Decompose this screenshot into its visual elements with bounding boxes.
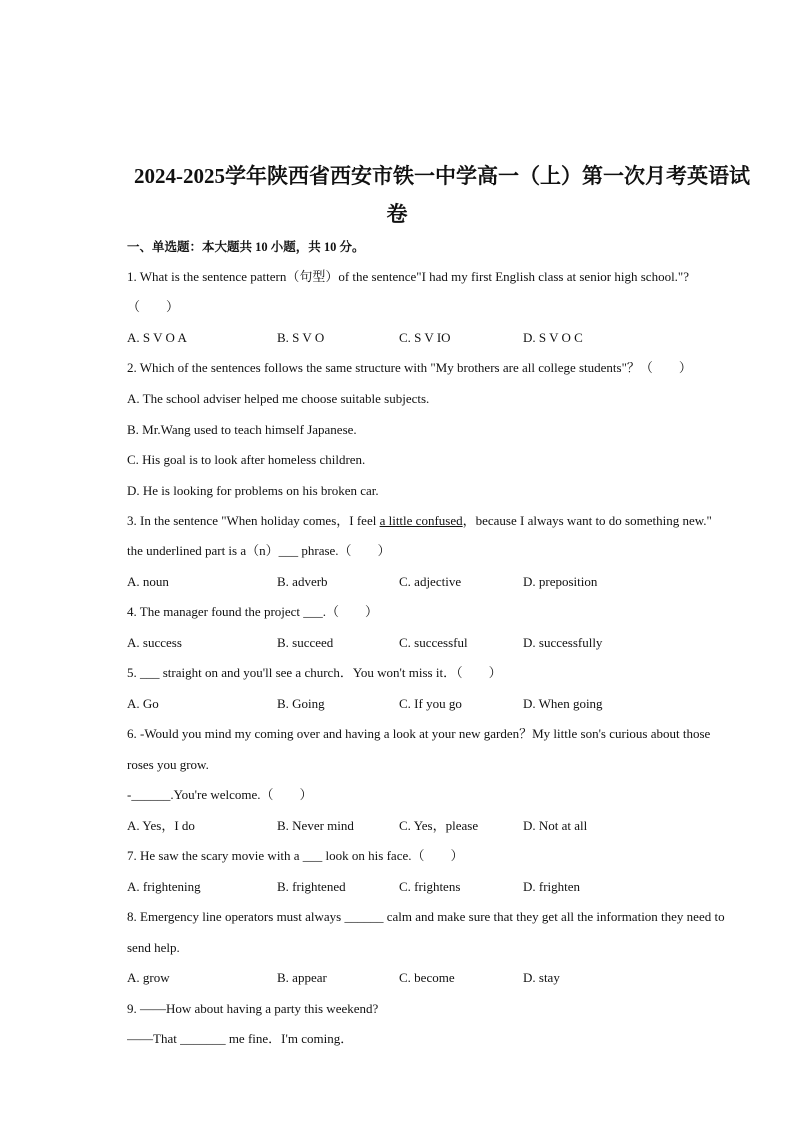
option-c[interactable]: C. S V IO xyxy=(399,330,451,345)
question-8-options xyxy=(127,969,737,987)
option-b[interactable]: B. adverb xyxy=(277,574,328,589)
option-b[interactable]: B. frightened xyxy=(277,879,346,894)
option-b[interactable]: B. Never mind xyxy=(277,818,354,833)
question-6-stem: 6. -Would you mind my coming over and having a look at your new garden？My little son's curious about those xyxy=(127,726,711,741)
document-title-line-2: 卷 xyxy=(386,202,408,226)
question-3-options xyxy=(127,573,737,591)
option-a[interactable]: A. grow xyxy=(127,970,170,985)
option-a[interactable]: A. frightening xyxy=(127,879,201,894)
option-b[interactable]: B. succeed xyxy=(277,635,334,650)
option-a[interactable]: A. Yes，I do xyxy=(127,818,195,833)
option-c[interactable]: C. frightens xyxy=(399,879,461,894)
question-4-stem: 4. The manager found the project ___.（ ） xyxy=(127,604,379,619)
question-3-stem-line-2: the underlined part is a（n）___ phrase.（ ） xyxy=(127,543,391,558)
question-6-options xyxy=(127,817,737,835)
option-b[interactable]: B. Going xyxy=(277,696,325,711)
option-d[interactable]: D. S V O C xyxy=(523,330,583,345)
question-2-stem: 2. Which of the sentences follows the same structure with "My brothers are all college students"？（ ） xyxy=(127,360,692,375)
question-1-options xyxy=(127,329,737,347)
question-2-option-c[interactable]: C. His goal is to look after homeless children. xyxy=(127,452,366,467)
question-6-stem-line-2: roses you grow. xyxy=(127,757,209,772)
option-a[interactable]: A. success xyxy=(127,635,182,650)
option-c[interactable]: C. If you go xyxy=(399,696,462,711)
option-c[interactable]: C. become xyxy=(399,970,455,985)
option-c[interactable]: C. successful xyxy=(399,635,468,650)
question-9-stem: 9. ——How about having a party this weekend? xyxy=(127,1001,379,1016)
question-1-bracket: （ ） xyxy=(127,299,180,314)
option-d[interactable]: D. Not at all xyxy=(523,818,588,833)
option-a[interactable]: A. Go xyxy=(127,696,159,711)
question-2-option-d[interactable]: D. He is looking for problems on his broken car. xyxy=(127,483,379,498)
option-c[interactable]: C. Yes，please xyxy=(399,818,479,833)
section-header: 一、单选题：本大题共 10 小题，共 10 分。 xyxy=(127,240,365,254)
question-6-response: -______.You're welcome.（ ） xyxy=(127,787,313,802)
question-5-stem: 5. ___ straight on and you'll see a church．You won't miss it．（ ） xyxy=(127,665,502,680)
question-3-stem-start: 3. In the sentence "When holiday comes，I feel xyxy=(127,513,380,528)
underlined-phrase: a little confused xyxy=(379,513,463,528)
question-7-stem: 7. He saw the scary movie with a ___ look on his face.（ ） xyxy=(127,848,464,863)
document-title-line-1: 2024-2025学年陕西省西安市铁一中学高一（上）第一次月考英语试 xyxy=(134,164,750,188)
option-c[interactable]: C. adjective xyxy=(399,574,462,589)
question-5-options xyxy=(127,695,737,713)
question-8-stem-line-2: send help. xyxy=(127,940,180,955)
option-a[interactable]: A. noun xyxy=(127,574,169,589)
option-d[interactable]: D. successfully xyxy=(523,635,603,650)
question-4-options xyxy=(127,634,737,652)
option-d[interactable]: D. preposition xyxy=(523,574,598,589)
option-b[interactable]: B. appear xyxy=(277,970,327,985)
option-d[interactable]: D. frighten xyxy=(523,879,581,894)
question-3-stem-end: ，because I always want to do something new." xyxy=(462,513,712,528)
option-b[interactable]: B. S V O xyxy=(277,330,325,345)
question-2-option-a[interactable]: A. The school adviser helped me choose suitable subjects. xyxy=(127,391,430,406)
option-d[interactable]: D. When going xyxy=(523,696,603,711)
question-9-stem-line-2: ——That _______ me fine．I'm coming． xyxy=(127,1031,354,1046)
question-1-stem: 1. What is the sentence pattern（句型）of the sentence"I had my first English class at senior high school."? xyxy=(127,269,690,284)
question-8-stem: 8. Emergency line operators must always ______ calm and make sure that they get all the information they need to xyxy=(127,909,725,924)
option-a[interactable]: A. S V O A xyxy=(127,330,187,345)
question-3-stem xyxy=(127,512,737,530)
question-2-option-b[interactable]: B. Mr.Wang used to teach himself Japanese. xyxy=(127,422,357,437)
option-d[interactable]: D. stay xyxy=(523,970,560,985)
question-7-options xyxy=(127,878,737,896)
